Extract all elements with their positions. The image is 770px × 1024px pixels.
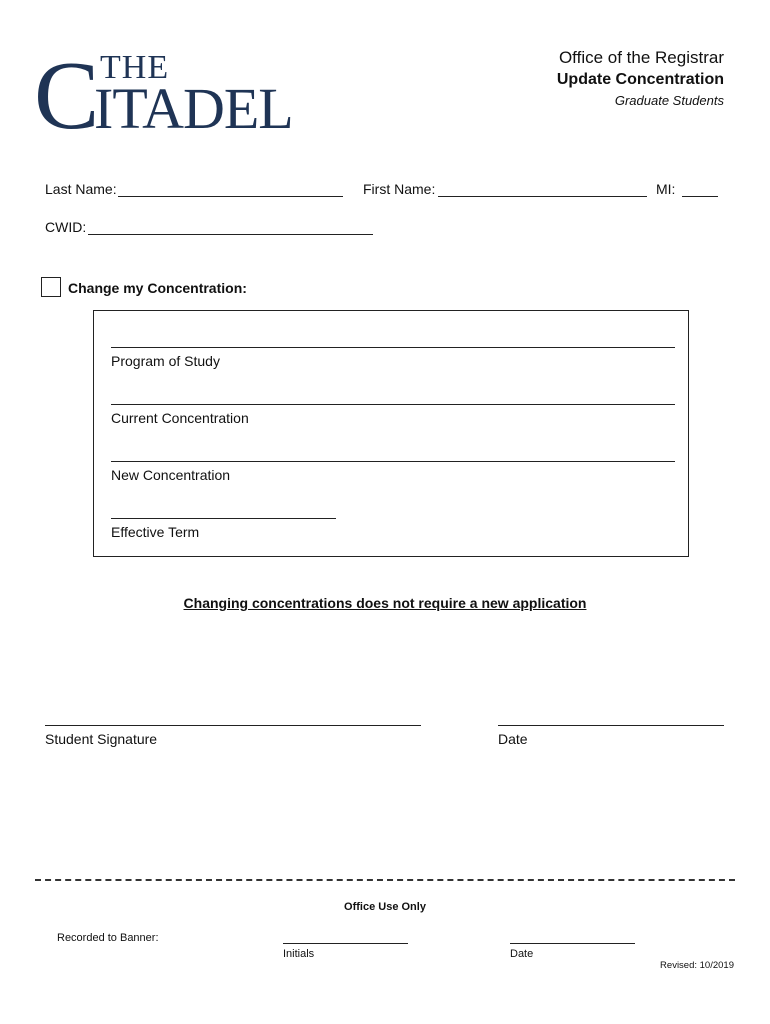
mi-field[interactable]	[682, 196, 718, 197]
new-concentration-field[interactable]	[111, 461, 675, 462]
citadel-logo-graphic	[34, 48, 324, 134]
current-concentration-field[interactable]	[111, 404, 675, 405]
form-title: Update Concentration	[556, 71, 724, 88]
svg-text:ITADEL: ITADEL	[94, 76, 293, 134]
effective-term-label: Effective Term	[111, 524, 200, 540]
cwid-label: CWID:	[45, 219, 87, 235]
svg-text:THE: THE	[100, 49, 170, 86]
revised-date: Revised: 10/2019	[660, 960, 734, 971]
first-name-label: First Name:	[363, 181, 436, 197]
current-concentration-label: Current Concentration	[111, 410, 249, 426]
notice-text: Changing concentrations does not require a new application	[183, 595, 587, 611]
office-use-title: Office Use Only	[344, 901, 426, 913]
recorded-to-banner-label: Recorded to Banner:	[57, 932, 159, 944]
program-of-study-field[interactable]	[111, 347, 675, 348]
new-concentration-label: New Concentration	[111, 467, 231, 483]
effective-term-field[interactable]	[111, 518, 336, 519]
office-name: Office of the Registrar	[558, 48, 724, 67]
first-name-field[interactable]	[438, 196, 647, 197]
cwid-field[interactable]	[88, 234, 373, 235]
svg-text:C: C	[34, 48, 100, 134]
office-date-label: Date	[510, 948, 534, 960]
student-signature-label: Student Signature	[45, 731, 158, 747]
last-name-label: Last Name:	[45, 181, 117, 197]
change-concentration-label: Change my Concentration:	[68, 280, 247, 296]
initials-label: Initials	[283, 948, 315, 960]
form-subtitle: Graduate Students	[614, 93, 724, 108]
program-of-study-label: Program of Study	[111, 353, 220, 369]
mi-label: MI:	[656, 181, 676, 197]
cut-line	[35, 879, 735, 881]
initials-field[interactable]	[283, 943, 408, 944]
change-concentration-checkbox[interactable]	[41, 277, 61, 297]
signature-date-label: Date	[498, 731, 528, 747]
office-date-field[interactable]	[510, 943, 635, 944]
last-name-field[interactable]	[118, 196, 343, 197]
student-signature-field[interactable]	[45, 725, 421, 726]
citadel-logo	[34, 48, 324, 134]
signature-date-field[interactable]	[498, 725, 724, 726]
